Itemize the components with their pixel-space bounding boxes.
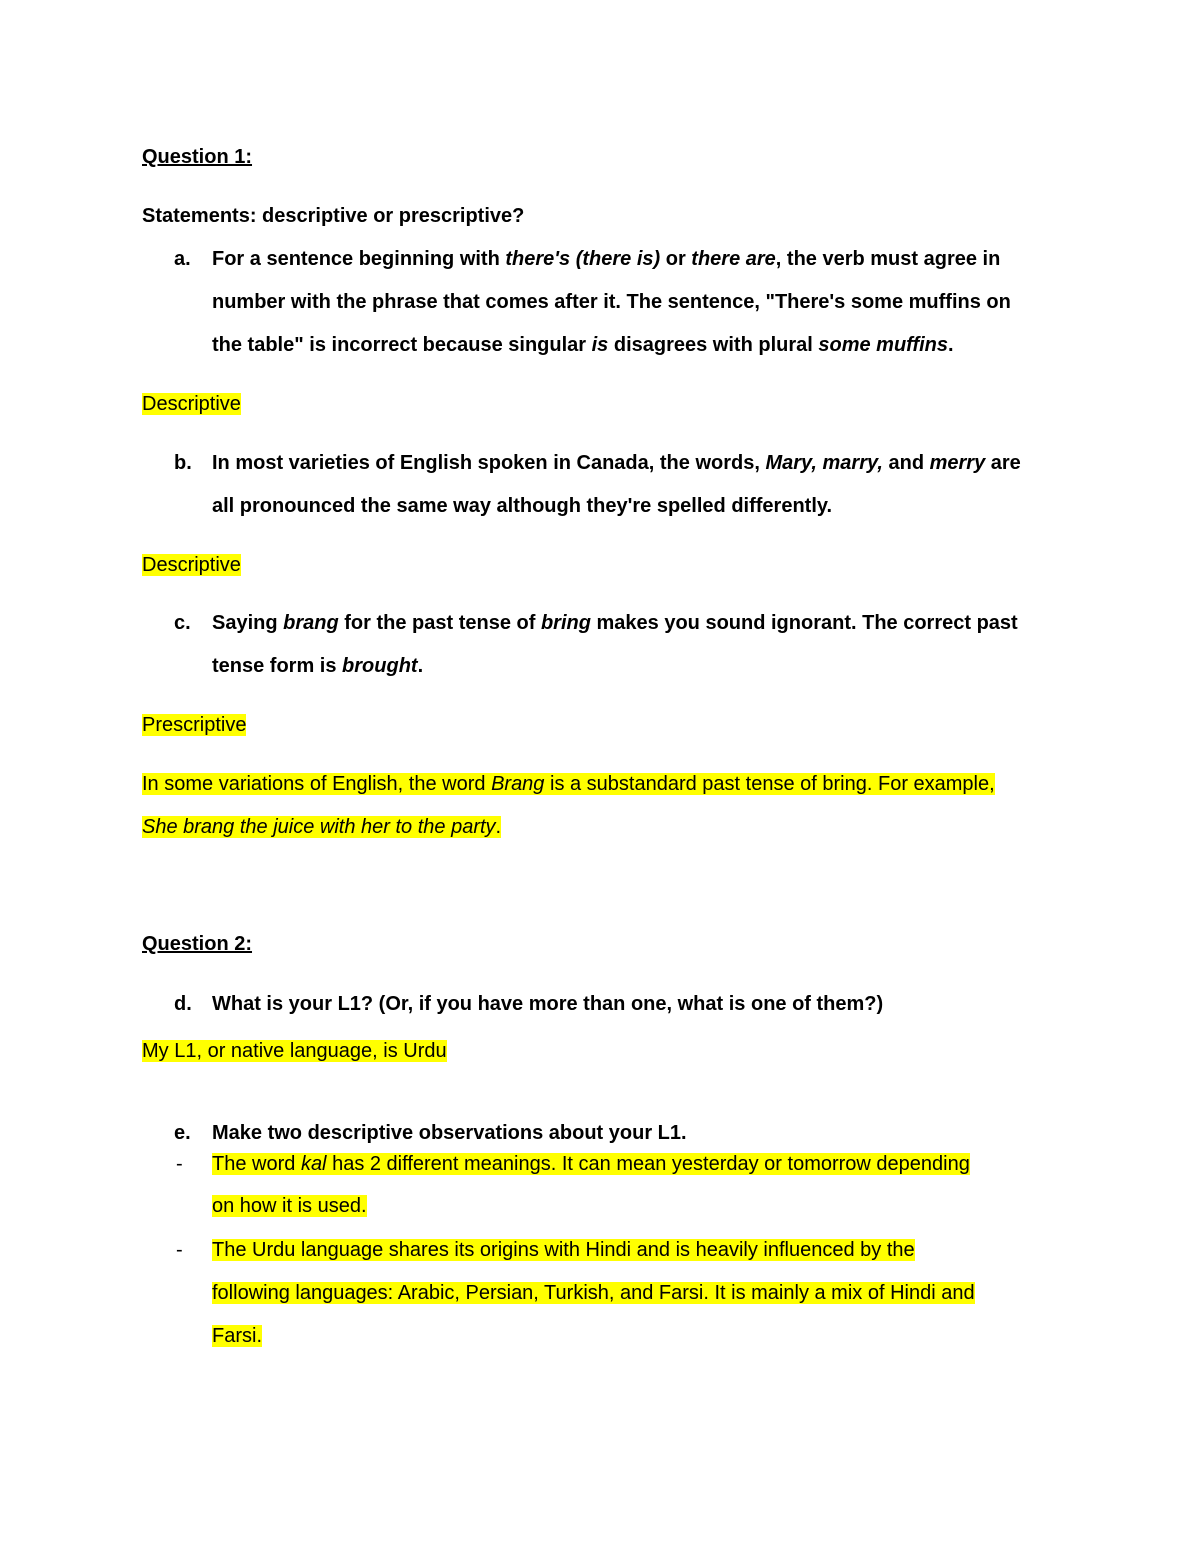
item-a-line-1 bbox=[212, 245, 1000, 273]
item-d-marker: d. bbox=[174, 993, 192, 1015]
item-b-line-1 bbox=[212, 449, 1021, 477]
text-run: The Urdu language shares its origins with Hindi and is heavily influenced by the bbox=[212, 1239, 915, 1261]
bullet-2-line-2 bbox=[212, 1279, 975, 1307]
text-run: For a sentence beginning with bbox=[212, 248, 506, 270]
item-e-question: Make two descriptive observations about your L1. bbox=[212, 1122, 687, 1144]
bullet-1-line-2 bbox=[212, 1192, 367, 1220]
text-run: are bbox=[985, 452, 1021, 474]
item-e-marker: e. bbox=[174, 1122, 191, 1144]
item-c-note-line-1 bbox=[142, 770, 995, 798]
item-b-marker: b. bbox=[174, 452, 192, 474]
italic-term: merry bbox=[929, 452, 986, 474]
text-run: . bbox=[948, 334, 954, 356]
bullet-1-marker: - bbox=[176, 1153, 183, 1175]
item-c-line-2 bbox=[212, 652, 423, 680]
text-run: The word bbox=[212, 1153, 301, 1175]
item-d-answer bbox=[142, 1037, 447, 1065]
text-run: tense form is bbox=[212, 655, 343, 677]
text-run: following languages: Arabic, Persian, Turkish, and Farsi. It is mainly a mix of Hindi and bbox=[212, 1282, 975, 1304]
item-c-answer bbox=[142, 711, 246, 739]
italic-term: bring bbox=[540, 612, 591, 634]
question-1-heading: Question 1: bbox=[142, 146, 253, 168]
item-c-note-line-2 bbox=[142, 813, 501, 841]
highlighted-answer: My L1, or native language, is Urdu bbox=[142, 1040, 447, 1062]
italic-term: kal bbox=[300, 1153, 327, 1175]
bullet-2-line-3 bbox=[212, 1322, 262, 1350]
text-run: for the past tense of bbox=[338, 612, 541, 634]
text-run: Farsi. bbox=[212, 1325, 262, 1347]
item-a-marker: a. bbox=[174, 248, 191, 270]
text-run: Saying bbox=[212, 612, 284, 634]
italic-term: there's (there is) bbox=[505, 248, 661, 270]
highlighted-answer: Descriptive bbox=[142, 393, 241, 415]
item-b-answer bbox=[142, 551, 241, 579]
item-c-line-1 bbox=[212, 609, 1018, 637]
text-run: disagrees with plural bbox=[608, 334, 819, 356]
text-run: In some variations of English, the word bbox=[142, 773, 492, 795]
question-2-heading: Question 2: bbox=[142, 933, 253, 955]
highlighted-answer: Descriptive bbox=[142, 554, 241, 576]
highlighted-answer: Prescriptive bbox=[142, 714, 247, 736]
italic-term: there are bbox=[691, 248, 776, 270]
item-d-question: What is your L1? (Or, if you have more than one, what is one of them?) bbox=[212, 993, 884, 1015]
italic-term: brought bbox=[342, 655, 418, 677]
text-run: . bbox=[417, 655, 424, 677]
item-a-answer bbox=[142, 390, 241, 418]
bullet-2-line-1 bbox=[212, 1236, 915, 1264]
text-run: on how it is used. bbox=[212, 1195, 367, 1217]
item-a-line-3 bbox=[212, 331, 954, 359]
text-run: the table" is incorrect because singular bbox=[212, 334, 592, 356]
text-run: and bbox=[882, 452, 930, 474]
item-a-line-2: number with the phrase that comes after it. The sentence, "There's some muffins on bbox=[212, 291, 1011, 313]
italic-term: brang bbox=[283, 612, 339, 634]
text-run: makes you sound ignorant. The correct past bbox=[590, 612, 1018, 634]
bullet-2-marker: - bbox=[176, 1239, 183, 1261]
text-run: has 2 different meanings. It can mean yesterday or tomorrow depending bbox=[326, 1153, 970, 1175]
text-run: is a substandard past tense of bring. For example, bbox=[544, 773, 995, 795]
italic-example: She brang the juice with her to the party bbox=[142, 816, 496, 838]
text-run: In most varieties of English spoken in Canada, the words, bbox=[212, 452, 766, 474]
italic-term: is bbox=[591, 334, 609, 356]
italic-term: Brang bbox=[491, 773, 545, 795]
question-1-intro: Statements: descriptive or prescriptive? bbox=[142, 205, 525, 227]
text-run: , the verb must agree in bbox=[775, 248, 1001, 270]
italic-term: some muffins bbox=[818, 334, 949, 356]
item-c-marker: c. bbox=[174, 612, 191, 634]
text-run: . bbox=[495, 816, 502, 838]
italic-term: Mary, marry, bbox=[765, 452, 883, 474]
item-b-line-2: all pronounced the same way although they're spelled differently. bbox=[212, 495, 833, 517]
text-run: or bbox=[660, 248, 692, 270]
bullet-1-line-1 bbox=[212, 1150, 970, 1178]
